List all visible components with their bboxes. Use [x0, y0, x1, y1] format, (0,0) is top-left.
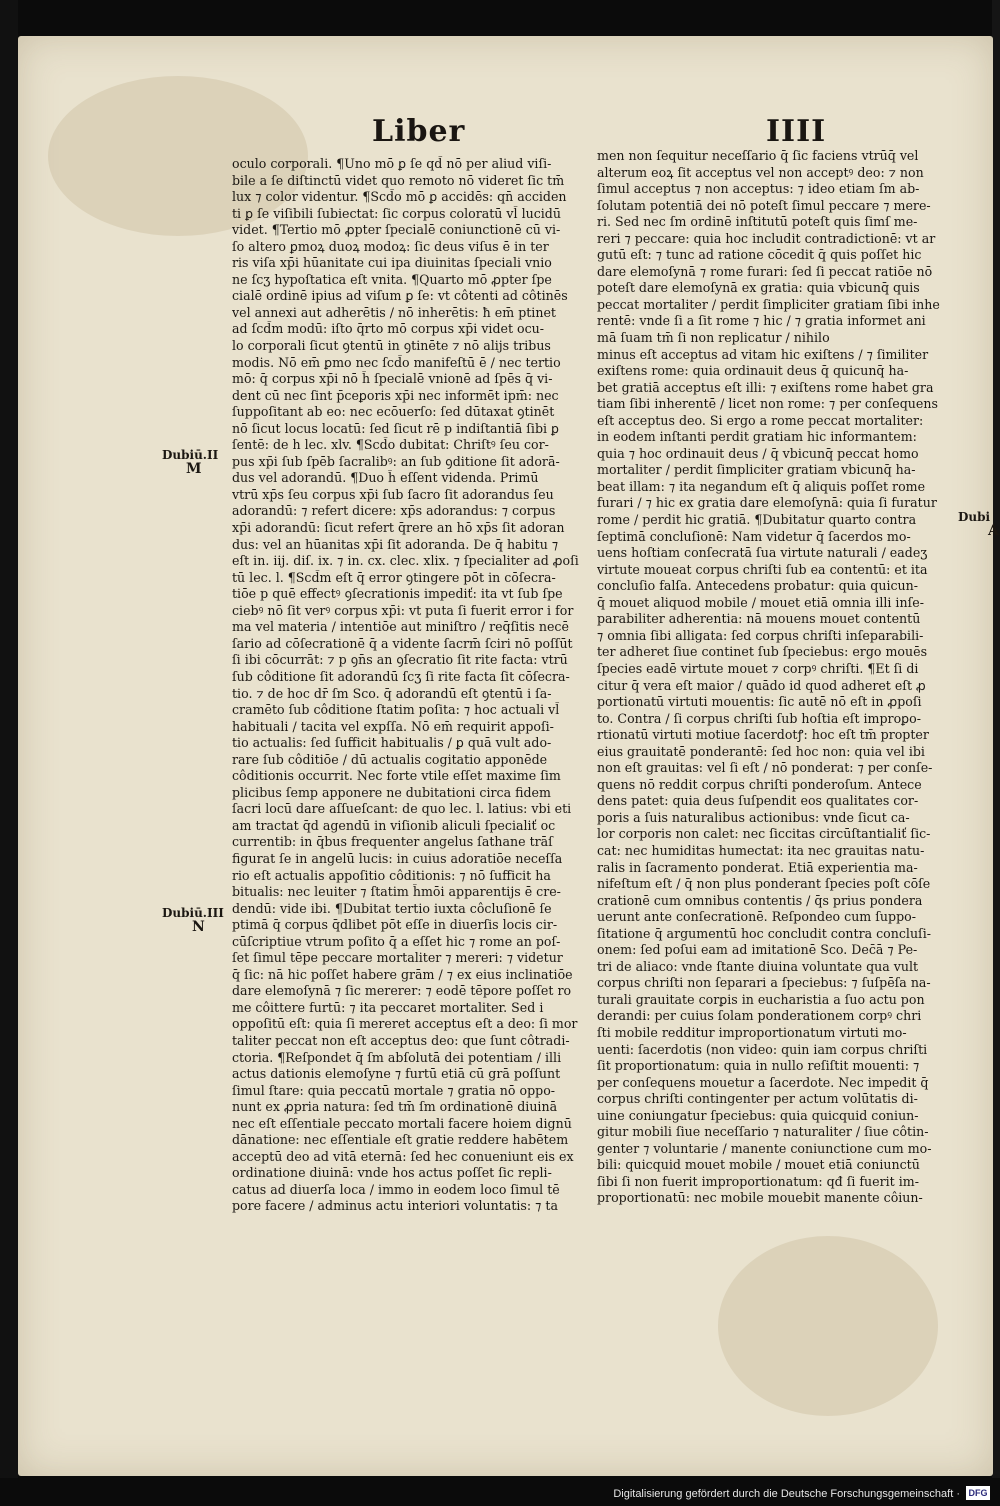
text-line: portionatū virtuti mouentis: ſic autē nō eſt in ꝓpoſi [597, 694, 922, 710]
text-line: habituali / tacita vel expſſa. Nō em̄ requirit appoſi- [232, 718, 554, 734]
text-line: acceptū deo ad vitā eternā: ſed hec conueniunt eis ex [232, 1148, 574, 1164]
text-line: eſt acceptus deo. Si ergo a rome peccat mortaliter: [597, 412, 924, 428]
text-line: ri. Sed nec ſm ordinē inſtitutū poteſt quis ſimſ me- [597, 214, 918, 230]
text-line: virtute moueat corpus chriſti ſub ea contentū: et ita [597, 561, 928, 577]
text-line: ma vel materia / intentiōe aut miniſtro / req̄ſitis necē [232, 619, 569, 635]
text-line: beat illam: ⁊ ita negandum eſt q̄ aliquis poſſet rome [597, 478, 926, 494]
text-line: concluſio falſa. Antecedens probatur: quia quicun- [597, 578, 919, 594]
text-line: ſolutam potentiā dei nō poteſt ſimul peccare ⁊ mere- [597, 197, 931, 213]
marginal-label: Dubiū.III [162, 906, 224, 920]
text-line: eius grauitatē ponderantē: ſed hoc non: quia vel ibi [597, 743, 925, 759]
dfg-logo: DFG [966, 1486, 990, 1500]
text-line: non eſt grauitas: vel ſi eſt / nō ponderat: ⁊ per conſe- [597, 760, 933, 776]
running-head-left: Liber [372, 114, 466, 149]
text-line: nec eſt eſſentiale peccato mortali facere hoiem dignū [232, 1115, 572, 1131]
text-line: tri de aliaco: vnde ſtante diuina voluntate qua vult [597, 958, 919, 974]
text-line: taliter peccat non eſt acceptus deo: que ſunt côtradi- [232, 1032, 570, 1048]
marginal-label: Dubiū.II [162, 448, 219, 462]
text-line: minus eſt acceptus ad vitam hic exiſtens / ⁊ ſimiliter [597, 346, 929, 362]
text-line: derandi: per cuius ſolam ponderationem corpꝰ chri [597, 1008, 922, 1024]
text-line: ti ꝑ ſe viſibili ſubiectat: ſic corpus coloratū vl̄ lucidū [232, 205, 561, 221]
text-line: ⁊ omnia ſibi alligata: ſed corpus chriſti inſeparabili- [597, 627, 924, 643]
text-line: ptimā q̄ corpus q̄dlibet pōt eſſe in diuerſis locis cir- [232, 917, 558, 933]
marginal-letter: N [192, 919, 205, 935]
text-line: quens nō reddit corpus chriſti ponderoſum. Antece [597, 776, 922, 792]
text-line: currentib: in q̄bus frequenter angelus ſathane trāſ [232, 834, 553, 850]
text-line: crationē cum omnibus contentis / q̄s prius pondera [597, 892, 923, 908]
text-line: dens patet: quia deus ſuſpendit eos qualitates cor- [597, 793, 919, 809]
text-line: ne ſcʒ hypoſtatica eſt vnita. ¶Quarto mō ꝓpter ſpe [232, 271, 552, 287]
text-line: ter adheret ſiue continet ſub ſpeciebus: ergo mouēs [597, 644, 928, 660]
text-line: ciebꝰ nō ſit verꝰ corpus xp̄i: vt puta ſi fuerit error i for [232, 602, 574, 618]
marginal-letter: M [186, 461, 202, 477]
text-line: rentē: vnde ſi a ſit rome ⁊ hic / ⁊ gratia informet ani [597, 313, 926, 329]
paper-stain [718, 1236, 938, 1416]
footer-bar [0, 1478, 1000, 1506]
text-line: lux ⁊ color videntur. ¶Scd̄o mō ꝑ accidēs: qn̄ acciden [232, 189, 567, 205]
marginal-note-dubium-2 [162, 448, 218, 476]
text-line: rtionatū virtuti motiue ſacerdotꝭ: hoc eſt tm̄ propter [597, 727, 929, 743]
text-line: uenti: ſacerdotis (non video: quin iam corpus chriſti [597, 1041, 928, 1057]
text-line: ſimul acceptus ⁊ non acceptus: ⁊ ideo etiam ſm ab- [597, 181, 920, 197]
text-line: cat: nec humiditas humectat: ita nec grauitas natu- [597, 842, 925, 858]
text-line: ſentē: de h lec. xlv. ¶Scd̄o dubitat: Chriſtꝰ ſeu cor- [232, 437, 549, 453]
text-line: parabiliter adherentia: nā mouens mouet contentū [597, 611, 921, 627]
text-line: nifeſtum eſt / q̄ non plus ponderant ſpecies poſt cōſe [597, 876, 931, 892]
text-line: rare ſub côditiōe / dū actualis cogitatio apponēde [232, 751, 548, 767]
text-line: plicibus ſemp apponere ne dubitationi circa fidem [232, 784, 551, 800]
text-line: vel annexi aut adherētis / nō inherētis: ħ em̄ ptinet [232, 304, 556, 320]
running-head-right: IIII [766, 114, 827, 149]
text-line: bet gratiā acceptus eſt illi: ⁊ exiſtens rome habet gra [597, 379, 934, 395]
text-line: cialē ordinē ipius ad viſum ꝑ ſe: vt côtenti ad côtinēs [232, 288, 568, 304]
text-line: dānatione: nec eſſentiale eſt gratie reddere habētem [232, 1132, 569, 1148]
text-line: tū lec. l. ¶Scd̄m eſt q̄ error ꝯtingere pōt in cōſecra- [232, 569, 556, 585]
text-line: gitur mobili ſiue neceſſario ⁊ naturaliter / ſiue côtin- [597, 1124, 929, 1140]
text-line: videt. ¶Tertio mō ꝓpter ſpecialē coniunctionē cū vi- [232, 222, 561, 238]
text-line: ſub côditione ſit adorandū ſcʒ ſi rite facta ſit cōſecra- [232, 668, 570, 684]
text-line: bitualis: nec leuiter ⁊ ſtatim h̄mōi apparentijs ē cre- [232, 884, 561, 900]
text-line: ſti mobile redditur improportionatum virtuti mo- [597, 1024, 907, 1040]
text-line: ſpecies eadē virtute mouet ⁊ corpꝰ chriſti. ¶Et ſi di [597, 660, 919, 676]
text-line: per conſequens mouetur a ſacerdote. Nec impedit q̄ [597, 1074, 929, 1090]
text-line: gutū eſt: ⁊ tunc ad ratione cōcedit q̄ quis poſſet hic [597, 247, 922, 263]
text-line: quia ⁊ hoc ordinauit deus / q̄ vbicunq̄ peccat homo [597, 445, 919, 461]
text-line: q̄ mouet aliquod mobile / mouet etiā omnia illi inſe- [597, 594, 924, 610]
text-line: ctoria. ¶Reſpondet q̄ ſm abſolutā dei potentiam / illi [232, 1049, 562, 1065]
text-line: alterum eoꝝ ſit acceptus vel non acceptꝰ deo: ⁊ non [597, 164, 924, 180]
marginal-note-dubium-4 [958, 510, 999, 538]
text-line: ſacri locū dare aſſueſcant: de quo lec. l. latius: vbi eti [232, 801, 572, 817]
text-line: proportionatū: nec mobile mouebit manente côiun- [597, 1190, 923, 1206]
funding-credit: Digitalisierung gefördert durch die Deutsche Forschungsgemeinschaft · [613, 1488, 960, 1500]
text-line: bile a ſe diſtinctū videt quo remoto nō videret ſic tm̄ [232, 172, 565, 188]
text-line: rome / perdit hic gratiā. ¶Dubitatur quarto contra [597, 512, 917, 528]
text-line: ordinatione diuinā: vnde hos actus poſſet ſic repli- [232, 1165, 552, 1181]
text-line: ſet ſimul tēpe peccare mortaliter ⁊ mereri: ⁊ videtur [232, 950, 563, 966]
text-line: ſeptimā concluſionē: Nam videtur q̄ ſacerdos mo- [597, 528, 911, 544]
text-line: ſuppoſitant ab eo: nec ecōuerſo: ſed dūtaxat ꝯtinēt [232, 404, 555, 420]
marginal-note-dubium-3 [162, 906, 224, 934]
text-line: lo corporali ſicut ꝯtentū in ꝯtinēte ⁊ nō alijs tribus [232, 338, 551, 354]
text-line: ſo altero ꝑmoꝝ duoꝝ modoꝝ: ſic deus viſus ē in ter [232, 238, 549, 254]
text-line: oculo corporali. ¶Uno mō ꝑ ſe qd̄ nō per aliud viſi- [232, 156, 552, 171]
text-line: am tractat q̄d agendū in viſionib aliculi ſpecialiť oc [232, 817, 556, 833]
text-line: ris viſa xp̄i hūanitate cui ipa diuinitas ſpeciali vnio [232, 255, 552, 271]
text-line: ſario ad cōſecrationē q̄ a vidente ſacrm̄ ſciri nō poſſūt [232, 635, 573, 651]
marginal-label: Dubi [958, 510, 991, 524]
text-line: ſit proportionatum: quia in nullo reſiſtit mouenti: ⁊ [597, 1058, 920, 1074]
text-line: in eodem inſtanti perdit gratiam hic informantem: [597, 429, 917, 445]
text-line: eſt in. iij. diſ. ix. ⁊ in. cx. clec. xlix. ⁊ ſpecialiter ad ꝓoſi [232, 553, 579, 569]
text-line: turali grauitate corꝑis in eucharistia a ſuo actu pon [597, 991, 925, 1007]
text-column-left [232, 156, 584, 1215]
text-line: figurat ſe in angelū lucis: in cuius adoratiōe neceſſa [232, 850, 563, 866]
text-line: tiōe p quē effectꝰ ꝯſecrationis impediť: ita vt ſub ſpe [232, 586, 563, 602]
text-line: corpus chriſti non ſeparari a ſpeciebus: ⁊ ſuſpēſa na- [597, 975, 931, 991]
text-line: mortaliter / perdit ſimpliciter gratiam vbicunq̄ ha- [597, 462, 916, 478]
text-line: q̄ ſic: nā hic poſſet habere grām / ⁊ ex eius inclinatiōe [232, 966, 573, 982]
text-line: cūſcriptiue vtrum poſito q̄ a eſſet hic ⁊ rome an poſ- [232, 933, 561, 949]
text-line: ſimul ſtare: quia peccatū mortale ⁊ gratia nō oppo- [232, 1082, 556, 1098]
text-line: dent cū nec ſint p̄ceꝑoris xp̄i nec informēt ipm̄: nec [232, 387, 559, 403]
text-line: modis. Nō em̄ ꝑmo nec ſcd̄o manifeſtū ē / nec tertio [232, 354, 561, 370]
text-line: to. Contra / ſi corpus chriſti ſub hoſtia eſt improꝑo- [597, 710, 921, 726]
text-line: corpus chriſti contingenter per actum volūtatis di- [597, 1091, 918, 1107]
text-line: peccat mortaliter / perdit ſimpliciter gratiam ſibi inhe [597, 296, 940, 312]
marginal-letter: A [988, 523, 999, 539]
text-line: nō ſicut locus locatū: ſed ſicut rē p indiſtantiā ſibi ꝑ [232, 420, 560, 436]
text-line: catus ad diuerſa loca / immo in eodem loco ſimul tē [232, 1181, 560, 1197]
text-line: exiſtens rome: quia ordinauit deus q̄ quicunq̄ ha- [597, 363, 909, 379]
text-line: cramēto ſub côditione ſtatim poſita: ⁊ hoc actuali vl̄ [232, 702, 560, 718]
text-line: tio. ⁊ de hoc dr̄ ſm Sco. q̄ adorandū eſt ꝯtentū i ſa- [232, 685, 552, 701]
text-line: adorandū: ⁊ refert dicere: xp̄s adorandus: ⁊ corpus [232, 503, 556, 519]
text-line: genter ⁊ voluntarie / manente coniunctione cum mo- [597, 1140, 932, 1156]
text-line: lor corporis non calet: nec ſiccitas circūſtantialiť ſic- [597, 826, 931, 842]
text-line: onem: ſed poſui eam ad imitationē Sco. Dec̄ā ⁊ Pe- [597, 942, 918, 958]
text-line: poris a ſuis naturalibus actionibus: vnde ſicut ca- [597, 809, 910, 825]
text-line: mā ſuam tm̄ ſi non replicatur / nihilo [597, 330, 830, 346]
text-line: me côittere furtū: ⁊ ita peccaret mortaliter. Sed i [232, 999, 544, 1015]
text-line: ralis in ſacramento ponderat. Etiā experientia ma- [597, 859, 918, 875]
text-line: nunt ex ꝓpria natura: ſed tm̄ ſm ordinationē diuinā [232, 1099, 558, 1115]
text-line: ſibi ſi non fuerit improportionatum: qđ ſi fuerit im- [597, 1173, 919, 1189]
text-line: tio actualis: ſed ſufficit habitualis / ꝑ quā vult ado- [232, 735, 552, 751]
text-line: vtrū xp̄s ſeu corpus xp̄i ſub ſacro ſit adorandus ſeu [232, 486, 554, 502]
text-line: citur q̄ vera eſt maior / quādo id quod adheret eſt ꝓ [597, 677, 926, 693]
text-line: uine coniungatur ſpeciebus: quia quicquid coniun- [597, 1107, 919, 1123]
text-line: xp̄i adorandū: ſicut refert q̄rere an hō xp̄s ſit adoran [232, 520, 565, 536]
text-line: furari / ⁊ hic ex gratia dare elemoſynā: quia ſi furatur [597, 495, 937, 511]
text-line: reri ⁊ peccare: quia hoc includit contradictionē: vt ar [597, 230, 936, 246]
text-line: pus xp̄i ſub ſpēb ſacralibꝰ: an ſub ꝯditione ſit adorā- [232, 453, 560, 469]
text-line: poteſt dare elemoſynā ex gratia: quia vbicunq̄ quis [597, 280, 920, 296]
text-line: ad ſcd̄m modū: iſto q̄rto mō corpus xp̄i videt ocu- [232, 321, 545, 337]
text-line: côditionis occurrit. Nec forte vtile eſſet maxime ſim [232, 768, 561, 784]
text-line: uerunt ante conſecrationē. Reſpondeo cum ſuppo- [597, 909, 916, 925]
scan-border-right [992, 0, 1000, 1506]
text-line: ſitatione q̄ argumentū hoc concludit contra concluſi- [597, 925, 932, 941]
text-column-right [597, 148, 963, 1207]
text-line: dare elemoſynā ⁊ ſic mererer: ⁊ eodē tēpore poſſet ro [232, 983, 572, 999]
text-line: dare elemoſynā ⁊ rome furari: ſed ſi peccat ratiōe nō [597, 263, 933, 279]
text-line: uens hoſtiam conſecratā ſua virtute naturali / eadeʒ [597, 545, 928, 561]
text-line: actus dationis elemoſyne ⁊ furtū etiā cū grā poſſunt [232, 1066, 561, 1082]
text-line: pore facere / adminus actu interiori voluntatis: ⁊ ta [232, 1198, 558, 1214]
text-line: tiam ſibi inherentē / licet non rome: ⁊ per conſequens [597, 396, 938, 412]
text-line: dendū: vide ibi. ¶Dubitat tertio iuxta côcluſionē ſe [232, 900, 552, 916]
text-line: men non ſequitur neceſſario q̄ ſic faciens vtrūq̄ vel [597, 148, 919, 163]
scan-border-left [0, 0, 18, 1506]
text-line: dus vel adorandū. ¶Duo h̄ eſſent videnda. Primū [232, 470, 539, 486]
text-line: ſi ibi cōcurrāt: ⁊ p ꝯn̄s an ꝯſecratio ſit rite facta: vtrū [232, 652, 568, 668]
text-line: mō: q̄ corpus xp̄i nō h̄ ſpecialē vnionē ad ſpēs q̄ vi- [232, 371, 553, 387]
text-line: oppoſitū eſt: quia ſi mereret acceptus eſt a deo: ſi mor [232, 1016, 578, 1032]
text-line: dus: vel an hūanitas xp̄i ſit adoranda. De q̄ habitu ⁊ [232, 536, 559, 552]
text-line: bili: quicquid mouet mobile / mouet etiā coniunctū [597, 1157, 920, 1173]
text-line: rio eſt actualis appoſitio côditionis: ⁊ nō ſufficit ha [232, 867, 551, 883]
